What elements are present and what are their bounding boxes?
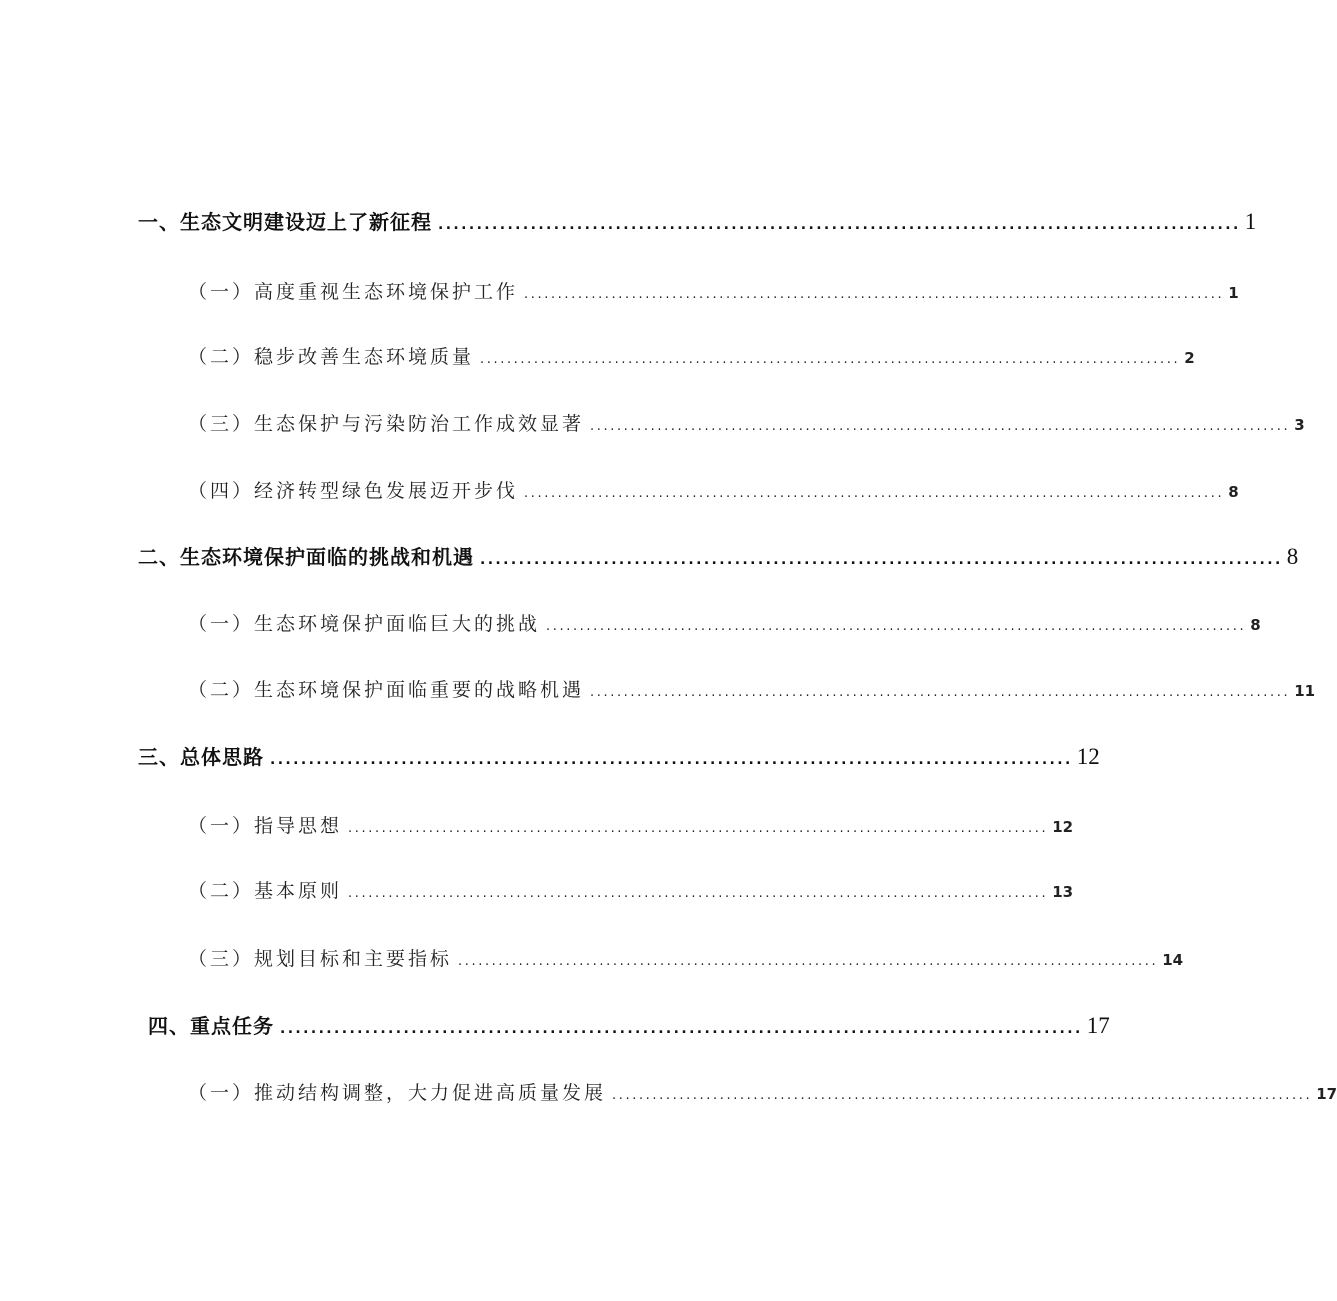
toc-entry-title: （一）推动结构调整，大力促进高质量发展 xyxy=(188,1082,607,1104)
dot-leader: ........................................................................................................ xyxy=(524,486,1225,501)
toc-entry-subsection[interactable] xyxy=(188,675,1316,702)
toc-entry-subsection[interactable] xyxy=(188,476,1239,503)
toc-entry-page: 11 xyxy=(1294,682,1316,700)
toc-entry-section-2[interactable] xyxy=(138,541,1299,570)
toc-entry-title: （三）生态保护与污染防治工作成效显著 xyxy=(188,413,585,435)
toc-entry-title: 三、总体思路 xyxy=(138,745,264,769)
toc-entry-section-3[interactable] xyxy=(138,741,1100,770)
toc-entry-page: 8 xyxy=(1286,544,1299,569)
toc-entry-title: （二）生态环境保护面临重要的战略机遇 xyxy=(188,679,585,701)
toc-entry-section-1[interactable] xyxy=(138,206,1257,235)
dot-leader: ........................................................................................................ xyxy=(612,1088,1313,1103)
toc-entry-page: 13 xyxy=(1052,883,1074,901)
toc-entry-page: 12 xyxy=(1076,744,1100,769)
toc-entry-page: 17 xyxy=(1086,1013,1110,1038)
toc-entry-subsection[interactable] xyxy=(188,609,1261,636)
toc-entry-title: 一、生态文明建设迈上了新征程 xyxy=(138,210,432,234)
toc-entry-subsection[interactable] xyxy=(188,944,1184,971)
dot-leader: ........................................................................................................ xyxy=(524,287,1225,302)
dot-leader: ........................................................................................................ xyxy=(546,619,1247,634)
dot-leader: ........................................................................................................ xyxy=(590,419,1291,434)
toc-entry-title: （一）高度重视生态环境保护工作 xyxy=(188,281,519,303)
toc-entry-page: 12 xyxy=(1052,818,1074,836)
toc-entry-title: （四）经济转型绿色发展迈开步伐 xyxy=(188,480,519,502)
toc-entry-page: 17 xyxy=(1316,1085,1337,1103)
toc-entry-section-4[interactable] xyxy=(148,1010,1110,1039)
toc-entry-page: 1 xyxy=(1228,284,1239,302)
toc-entry-title: （一）指导思想 xyxy=(188,815,343,837)
toc-entry-title: （二）稳步改善生态环境质量 xyxy=(188,346,475,368)
dot-leader: ........................................................................................................ xyxy=(438,217,1241,233)
dot-leader: ........................................................................................................ xyxy=(590,685,1291,700)
toc-entry-title: （三）规划目标和主要指标 xyxy=(188,948,453,970)
dot-leader: ........................................................................................................ xyxy=(480,352,1181,367)
toc-entry-page: 3 xyxy=(1294,416,1305,434)
dot-leader: ........................................................................................................ xyxy=(280,1021,1083,1037)
toc-entry-page: 8 xyxy=(1228,483,1239,501)
toc-entry-page: 1 xyxy=(1244,209,1257,234)
toc-entry-title: （二）基本原则 xyxy=(188,880,343,902)
toc-entry-subsection[interactable] xyxy=(188,876,1074,903)
toc-entry-subsection[interactable] xyxy=(188,342,1195,369)
toc-entry-subsection[interactable] xyxy=(188,811,1074,838)
dot-leader: ........................................................................................................ xyxy=(480,552,1283,568)
toc-entry-page: 2 xyxy=(1184,349,1195,367)
dot-leader: ........................................................................................................ xyxy=(348,821,1049,836)
toc-entry-subsection[interactable] xyxy=(188,409,1305,436)
toc-entry-subsection[interactable] xyxy=(188,1078,1337,1105)
toc-entry-page: 14 xyxy=(1162,951,1184,969)
toc-entry-page: 8 xyxy=(1250,616,1261,634)
dot-leader: ........................................................................................................ xyxy=(348,886,1049,901)
dot-leader: ........................................................................................................ xyxy=(458,954,1159,969)
toc-entry-title: 四、重点任务 xyxy=(148,1014,274,1038)
toc-entry-subsection[interactable] xyxy=(188,277,1239,304)
toc-entry-title: 二、生态环境保护面临的挑战和机遇 xyxy=(138,545,474,569)
dot-leader: ........................................................................................................ xyxy=(270,752,1073,768)
toc-entry-title: （一）生态环境保护面临巨大的挑战 xyxy=(188,613,541,635)
